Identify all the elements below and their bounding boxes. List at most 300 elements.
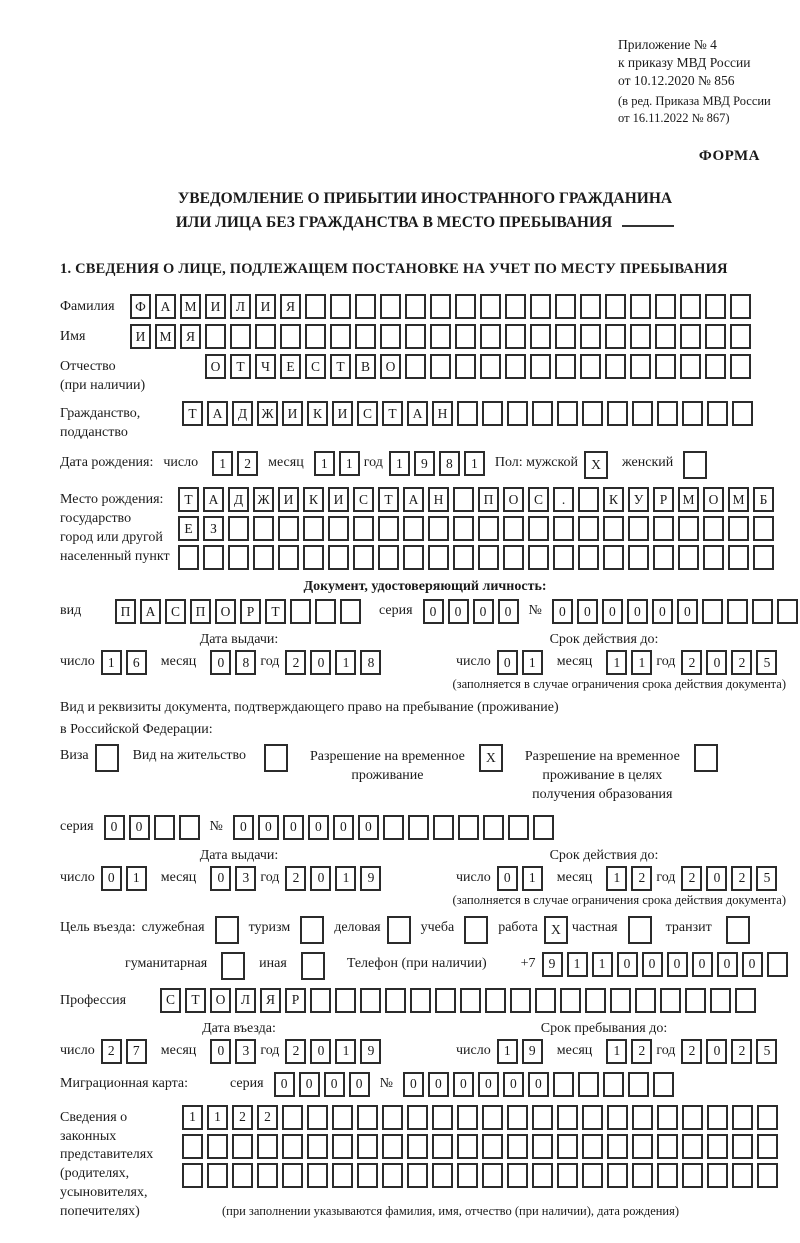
form-cell[interactable]: 2 xyxy=(731,866,752,891)
form-cell[interactable] xyxy=(578,545,599,570)
form-cell[interactable]: 0 xyxy=(310,866,331,891)
form-cell[interactable] xyxy=(508,815,529,840)
form-cell[interactable] xyxy=(203,545,224,570)
form-cell[interactable] xyxy=(582,401,603,426)
form-cell[interactable] xyxy=(179,815,200,840)
form-cell[interactable]: 0 xyxy=(274,1072,295,1097)
form-cell[interactable] xyxy=(307,1105,328,1130)
form-cell[interactable] xyxy=(603,516,624,541)
form-cell[interactable] xyxy=(702,599,723,624)
form-cell[interactable]: И xyxy=(332,401,353,426)
form-cell[interactable] xyxy=(553,545,574,570)
form-cell[interactable] xyxy=(405,294,426,319)
form-cell[interactable] xyxy=(632,1134,653,1159)
form-cell[interactable] xyxy=(682,1105,703,1130)
form-cell[interactable] xyxy=(303,545,324,570)
form-cell[interactable]: М xyxy=(155,324,176,349)
form-cell[interactable]: 2 xyxy=(681,650,702,675)
form-checkbox-cell[interactable]: X xyxy=(544,916,568,944)
form-cell[interactable]: П xyxy=(115,599,136,624)
form-cell[interactable]: 0 xyxy=(577,599,598,624)
form-cell[interactable] xyxy=(730,324,751,349)
form-cell[interactable] xyxy=(410,988,431,1013)
form-cell[interactable]: И xyxy=(282,401,303,426)
form-cell[interactable] xyxy=(480,354,501,379)
form-cell[interactable] xyxy=(328,545,349,570)
form-cell[interactable]: 8 xyxy=(360,650,381,675)
form-cell[interactable] xyxy=(457,1163,478,1188)
form-cell[interactable] xyxy=(630,354,651,379)
form-cell[interactable]: 0 xyxy=(210,650,231,675)
form-cell[interactable] xyxy=(628,516,649,541)
form-cell[interactable]: Т xyxy=(185,988,206,1013)
form-cell[interactable] xyxy=(257,1134,278,1159)
form-cell[interactable]: 0 xyxy=(528,1072,549,1097)
form-cell[interactable] xyxy=(378,516,399,541)
form-cell[interactable] xyxy=(382,1134,403,1159)
form-cell[interactable] xyxy=(230,324,251,349)
form-cell[interactable] xyxy=(403,545,424,570)
form-cell[interactable]: 1 xyxy=(497,1039,518,1064)
form-cell[interactable] xyxy=(403,516,424,541)
form-cell[interactable] xyxy=(710,988,731,1013)
form-cell[interactable]: О xyxy=(703,487,724,512)
form-cell[interactable] xyxy=(707,401,728,426)
form-cell[interactable] xyxy=(505,294,526,319)
form-cell[interactable]: Ж xyxy=(257,401,278,426)
form-cell[interactable] xyxy=(430,294,451,319)
form-cell[interactable]: 0 xyxy=(258,815,279,840)
form-cell[interactable] xyxy=(703,545,724,570)
form-cell[interactable]: 0 xyxy=(448,599,469,624)
form-cell[interactable]: Я xyxy=(180,324,201,349)
form-cell[interactable] xyxy=(507,1163,528,1188)
form-cell[interactable]: Н xyxy=(432,401,453,426)
form-cell[interactable] xyxy=(428,545,449,570)
form-cell[interactable] xyxy=(485,988,506,1013)
form-cell[interactable]: О xyxy=(205,354,226,379)
form-cell[interactable]: С xyxy=(357,401,378,426)
form-cell[interactable]: Я xyxy=(280,294,301,319)
form-cell[interactable]: 1 xyxy=(567,952,588,977)
form-cell[interactable] xyxy=(355,324,376,349)
form-cell[interactable]: А xyxy=(207,401,228,426)
form-checkbox-cell[interactable]: X xyxy=(479,744,503,772)
form-cell[interactable] xyxy=(232,1163,253,1188)
form-cell[interactable] xyxy=(682,1163,703,1188)
form-checkbox-cell[interactable] xyxy=(300,916,324,944)
form-cell[interactable] xyxy=(535,988,556,1013)
form-cell[interactable] xyxy=(278,516,299,541)
form-cell[interactable] xyxy=(530,354,551,379)
form-cell[interactable] xyxy=(315,599,336,624)
form-checkbox-cell[interactable]: X xyxy=(584,451,608,479)
form-cell[interactable]: П xyxy=(190,599,211,624)
form-cell[interactable] xyxy=(228,545,249,570)
form-cell[interactable]: 0 xyxy=(497,866,518,891)
form-cell[interactable]: 0 xyxy=(602,599,623,624)
form-cell[interactable]: 2 xyxy=(285,1039,306,1064)
form-cell[interactable]: 0 xyxy=(310,650,331,675)
form-cell[interactable] xyxy=(767,952,788,977)
form-cell[interactable]: А xyxy=(155,294,176,319)
form-cell[interactable] xyxy=(332,1105,353,1130)
form-cell[interactable] xyxy=(578,516,599,541)
form-cell[interactable] xyxy=(432,1105,453,1130)
form-cell[interactable] xyxy=(705,354,726,379)
form-cell[interactable] xyxy=(455,354,476,379)
form-cell[interactable]: 0 xyxy=(104,815,125,840)
form-cell[interactable] xyxy=(777,599,798,624)
form-cell[interactable] xyxy=(707,1105,728,1130)
form-cell[interactable]: Л xyxy=(230,294,251,319)
form-cell[interactable] xyxy=(607,1134,628,1159)
form-cell[interactable] xyxy=(382,1163,403,1188)
form-checkbox-cell[interactable] xyxy=(221,952,245,980)
form-cell[interactable] xyxy=(480,324,501,349)
form-cell[interactable] xyxy=(280,324,301,349)
form-cell[interactable] xyxy=(305,294,326,319)
form-cell[interactable]: Ф xyxy=(130,294,151,319)
form-cell[interactable] xyxy=(178,545,199,570)
form-cell[interactable]: М xyxy=(728,487,749,512)
form-cell[interactable]: 1 xyxy=(314,451,335,476)
form-cell[interactable] xyxy=(455,324,476,349)
form-cell[interactable]: 1 xyxy=(212,451,233,476)
form-cell[interactable]: 5 xyxy=(756,1039,777,1064)
form-cell[interactable]: 5 xyxy=(756,866,777,891)
form-cell[interactable] xyxy=(405,354,426,379)
form-cell[interactable]: Я xyxy=(260,988,281,1013)
form-cell[interactable] xyxy=(553,516,574,541)
form-cell[interactable] xyxy=(353,516,374,541)
form-cell[interactable] xyxy=(630,324,651,349)
form-checkbox-cell[interactable] xyxy=(628,916,652,944)
form-cell[interactable] xyxy=(528,545,549,570)
form-cell[interactable]: 1 xyxy=(335,866,356,891)
form-cell[interactable]: 0 xyxy=(706,866,727,891)
form-cell[interactable]: Р xyxy=(285,988,306,1013)
form-cell[interactable] xyxy=(732,401,753,426)
form-cell[interactable]: З xyxy=(203,516,224,541)
form-cell[interactable]: Н xyxy=(428,487,449,512)
form-cell[interactable] xyxy=(605,324,626,349)
form-cell[interactable] xyxy=(560,988,581,1013)
form-cell[interactable]: К xyxy=(307,401,328,426)
form-cell[interactable]: 0 xyxy=(308,815,329,840)
form-cell[interactable] xyxy=(528,516,549,541)
form-cell[interactable] xyxy=(507,1105,528,1130)
form-cell[interactable]: 2 xyxy=(681,1039,702,1064)
form-checkbox-cell[interactable] xyxy=(387,916,411,944)
form-cell[interactable] xyxy=(635,988,656,1013)
form-cell[interactable] xyxy=(253,516,274,541)
form-checkbox-cell[interactable] xyxy=(726,916,750,944)
form-cell[interactable] xyxy=(655,294,676,319)
form-cell[interactable]: М xyxy=(180,294,201,319)
form-cell[interactable]: 7 xyxy=(126,1039,147,1064)
form-cell[interactable]: Л xyxy=(235,988,256,1013)
form-cell[interactable]: 1 xyxy=(101,650,122,675)
form-cell[interactable] xyxy=(205,324,226,349)
form-cell[interactable]: 1 xyxy=(335,1039,356,1064)
form-cell[interactable]: С xyxy=(528,487,549,512)
form-cell[interactable]: А xyxy=(203,487,224,512)
form-cell[interactable]: И xyxy=(255,294,276,319)
form-cell[interactable] xyxy=(727,599,748,624)
form-checkbox-cell[interactable] xyxy=(95,744,119,772)
form-cell[interactable]: В xyxy=(355,354,376,379)
form-checkbox-cell[interactable] xyxy=(464,916,488,944)
form-cell[interactable] xyxy=(610,988,631,1013)
form-cell[interactable]: 1 xyxy=(606,1039,627,1064)
form-cell[interactable] xyxy=(332,1163,353,1188)
form-cell[interactable] xyxy=(507,401,528,426)
form-cell[interactable]: 0 xyxy=(478,1072,499,1097)
form-cell[interactable]: П xyxy=(478,487,499,512)
form-cell[interactable]: Т xyxy=(378,487,399,512)
form-cell[interactable] xyxy=(383,815,404,840)
form-cell[interactable] xyxy=(380,294,401,319)
form-cell[interactable] xyxy=(408,815,429,840)
form-cell[interactable]: 2 xyxy=(631,1039,652,1064)
form-cell[interactable] xyxy=(582,1163,603,1188)
form-cell[interactable] xyxy=(678,545,699,570)
form-cell[interactable]: 2 xyxy=(285,866,306,891)
form-cell[interactable] xyxy=(453,487,474,512)
form-cell[interactable] xyxy=(530,294,551,319)
form-cell[interactable] xyxy=(682,401,703,426)
form-cell[interactable]: 9 xyxy=(360,866,381,891)
form-checkbox-cell[interactable] xyxy=(215,916,239,944)
form-cell[interactable] xyxy=(630,294,651,319)
form-cell[interactable] xyxy=(482,1163,503,1188)
form-cell[interactable] xyxy=(580,324,601,349)
form-cell[interactable] xyxy=(653,516,674,541)
form-cell[interactable]: 2 xyxy=(731,1039,752,1064)
form-cell[interactable] xyxy=(557,401,578,426)
form-cell[interactable] xyxy=(730,354,751,379)
form-cell[interactable]: К xyxy=(303,487,324,512)
form-cell[interactable] xyxy=(532,401,553,426)
form-cell[interactable]: 9 xyxy=(542,952,563,977)
form-cell[interactable]: 9 xyxy=(522,1039,543,1064)
form-cell[interactable] xyxy=(503,545,524,570)
form-cell[interactable] xyxy=(505,354,526,379)
form-cell[interactable]: 1 xyxy=(389,451,410,476)
form-cell[interactable] xyxy=(728,545,749,570)
form-cell[interactable] xyxy=(752,599,773,624)
form-cell[interactable] xyxy=(607,1163,628,1188)
form-cell[interactable] xyxy=(632,401,653,426)
form-cell[interactable] xyxy=(757,1134,778,1159)
form-checkbox-cell[interactable] xyxy=(301,952,325,980)
form-cell[interactable] xyxy=(457,401,478,426)
form-cell[interactable] xyxy=(603,1072,624,1097)
form-cell[interactable]: 2 xyxy=(232,1105,253,1130)
form-cell[interactable] xyxy=(457,1105,478,1130)
form-cell[interactable] xyxy=(557,1163,578,1188)
form-cell[interactable]: 0 xyxy=(617,952,638,977)
form-cell[interactable]: 0 xyxy=(667,952,688,977)
form-cell[interactable]: 8 xyxy=(235,650,256,675)
form-cell[interactable]: 1 xyxy=(335,650,356,675)
form-cell[interactable] xyxy=(405,324,426,349)
form-cell[interactable]: О xyxy=(210,988,231,1013)
form-cell[interactable] xyxy=(282,1134,303,1159)
form-cell[interactable] xyxy=(455,294,476,319)
form-cell[interactable] xyxy=(655,324,676,349)
form-cell[interactable]: 2 xyxy=(101,1039,122,1064)
form-cell[interactable]: С xyxy=(305,354,326,379)
form-cell[interactable] xyxy=(657,1163,678,1188)
form-cell[interactable]: 0 xyxy=(428,1072,449,1097)
form-cell[interactable] xyxy=(578,487,599,512)
form-cell[interactable]: И xyxy=(130,324,151,349)
form-cell[interactable] xyxy=(657,401,678,426)
form-cell[interactable]: Т xyxy=(330,354,351,379)
form-cell[interactable] xyxy=(653,1072,674,1097)
form-cell[interactable] xyxy=(682,1134,703,1159)
form-cell[interactable] xyxy=(340,599,361,624)
form-cell[interactable]: Б xyxy=(753,487,774,512)
form-cell[interactable]: 0 xyxy=(692,952,713,977)
form-cell[interactable]: 0 xyxy=(324,1072,345,1097)
form-cell[interactable]: 0 xyxy=(299,1072,320,1097)
form-cell[interactable] xyxy=(407,1134,428,1159)
form-cell[interactable]: И xyxy=(328,487,349,512)
form-cell[interactable]: 3 xyxy=(235,866,256,891)
form-cell[interactable] xyxy=(510,988,531,1013)
form-cell[interactable] xyxy=(255,324,276,349)
form-cell[interactable]: 0 xyxy=(497,650,518,675)
form-cell[interactable] xyxy=(707,1134,728,1159)
form-cell[interactable]: 1 xyxy=(606,866,627,891)
form-cell[interactable]: 0 xyxy=(453,1072,474,1097)
form-cell[interactable] xyxy=(680,354,701,379)
form-cell[interactable]: 1 xyxy=(464,451,485,476)
form-cell[interactable] xyxy=(282,1163,303,1188)
form-cell[interactable] xyxy=(557,1105,578,1130)
form-cell[interactable] xyxy=(282,1105,303,1130)
form-cell[interactable]: И xyxy=(278,487,299,512)
form-cell[interactable]: 0 xyxy=(742,952,763,977)
form-cell[interactable]: О xyxy=(215,599,236,624)
form-cell[interactable]: 2 xyxy=(285,650,306,675)
form-cell[interactable] xyxy=(207,1134,228,1159)
form-cell[interactable]: Ж xyxy=(253,487,274,512)
form-cell[interactable] xyxy=(382,1105,403,1130)
form-cell[interactable] xyxy=(628,1072,649,1097)
form-cell[interactable] xyxy=(605,354,626,379)
form-cell[interactable] xyxy=(380,324,401,349)
form-cell[interactable] xyxy=(532,1163,553,1188)
form-cell[interactable] xyxy=(582,1105,603,1130)
form-cell[interactable] xyxy=(732,1105,753,1130)
form-cell[interactable]: 1 xyxy=(207,1105,228,1130)
form-cell[interactable]: 2 xyxy=(257,1105,278,1130)
form-cell[interactable]: . xyxy=(553,487,574,512)
form-cell[interactable] xyxy=(232,1134,253,1159)
form-cell[interactable] xyxy=(430,324,451,349)
form-cell[interactable]: 3 xyxy=(235,1039,256,1064)
form-cell[interactable] xyxy=(278,545,299,570)
form-cell[interactable]: К xyxy=(603,487,624,512)
form-cell[interactable] xyxy=(555,294,576,319)
form-cell[interactable]: 1 xyxy=(606,650,627,675)
form-cell[interactable] xyxy=(703,516,724,541)
form-cell[interactable] xyxy=(307,1134,328,1159)
form-cell[interactable] xyxy=(753,545,774,570)
form-cell[interactable]: 0 xyxy=(552,599,573,624)
form-cell[interactable] xyxy=(580,294,601,319)
form-checkbox-cell[interactable] xyxy=(683,451,707,479)
form-cell[interactable]: 0 xyxy=(349,1072,370,1097)
form-cell[interactable] xyxy=(303,516,324,541)
form-cell[interactable] xyxy=(357,1163,378,1188)
form-cell[interactable] xyxy=(330,294,351,319)
form-checkbox-cell[interactable] xyxy=(694,744,718,772)
form-cell[interactable]: 0 xyxy=(423,599,444,624)
form-cell[interactable]: 2 xyxy=(631,866,652,891)
form-cell[interactable] xyxy=(505,324,526,349)
form-cell[interactable] xyxy=(578,1072,599,1097)
form-cell[interactable] xyxy=(553,1072,574,1097)
form-cell[interactable] xyxy=(335,988,356,1013)
form-cell[interactable]: Д xyxy=(228,487,249,512)
form-cell[interactable]: Е xyxy=(178,516,199,541)
form-cell[interactable] xyxy=(357,1134,378,1159)
form-cell[interactable] xyxy=(757,1163,778,1188)
form-cell[interactable]: А xyxy=(140,599,161,624)
form-cell[interactable]: 0 xyxy=(283,815,304,840)
form-cell[interactable] xyxy=(330,324,351,349)
form-cell[interactable]: Р xyxy=(653,487,674,512)
form-cell[interactable]: 1 xyxy=(522,650,543,675)
form-cell[interactable] xyxy=(632,1105,653,1130)
form-cell[interactable] xyxy=(453,516,474,541)
form-cell[interactable] xyxy=(532,1134,553,1159)
form-cell[interactable] xyxy=(310,988,331,1013)
form-cell[interactable] xyxy=(478,545,499,570)
form-cell[interactable]: 5 xyxy=(756,650,777,675)
form-cell[interactable] xyxy=(728,516,749,541)
form-cell[interactable] xyxy=(678,516,699,541)
form-cell[interactable] xyxy=(457,1134,478,1159)
form-cell[interactable] xyxy=(732,1134,753,1159)
form-cell[interactable]: 9 xyxy=(360,1039,381,1064)
form-cell[interactable]: С xyxy=(160,988,181,1013)
form-cell[interactable]: 1 xyxy=(631,650,652,675)
form-cell[interactable] xyxy=(707,1163,728,1188)
form-cell[interactable]: 0 xyxy=(358,815,379,840)
form-cell[interactable] xyxy=(503,516,524,541)
form-cell[interactable]: Т xyxy=(265,599,286,624)
form-cell[interactable]: 2 xyxy=(681,866,702,891)
form-cell[interactable] xyxy=(628,545,649,570)
form-cell[interactable] xyxy=(680,324,701,349)
form-cell[interactable]: 1 xyxy=(522,866,543,891)
form-cell[interactable]: 0 xyxy=(333,815,354,840)
form-cell[interactable]: 0 xyxy=(473,599,494,624)
form-cell[interactable]: Р xyxy=(240,599,261,624)
form-cell[interactable] xyxy=(432,1163,453,1188)
form-cell[interactable] xyxy=(182,1163,203,1188)
form-cell[interactable]: С xyxy=(165,599,186,624)
form-cell[interactable] xyxy=(353,545,374,570)
form-cell[interactable]: М xyxy=(678,487,699,512)
form-cell[interactable] xyxy=(482,1134,503,1159)
